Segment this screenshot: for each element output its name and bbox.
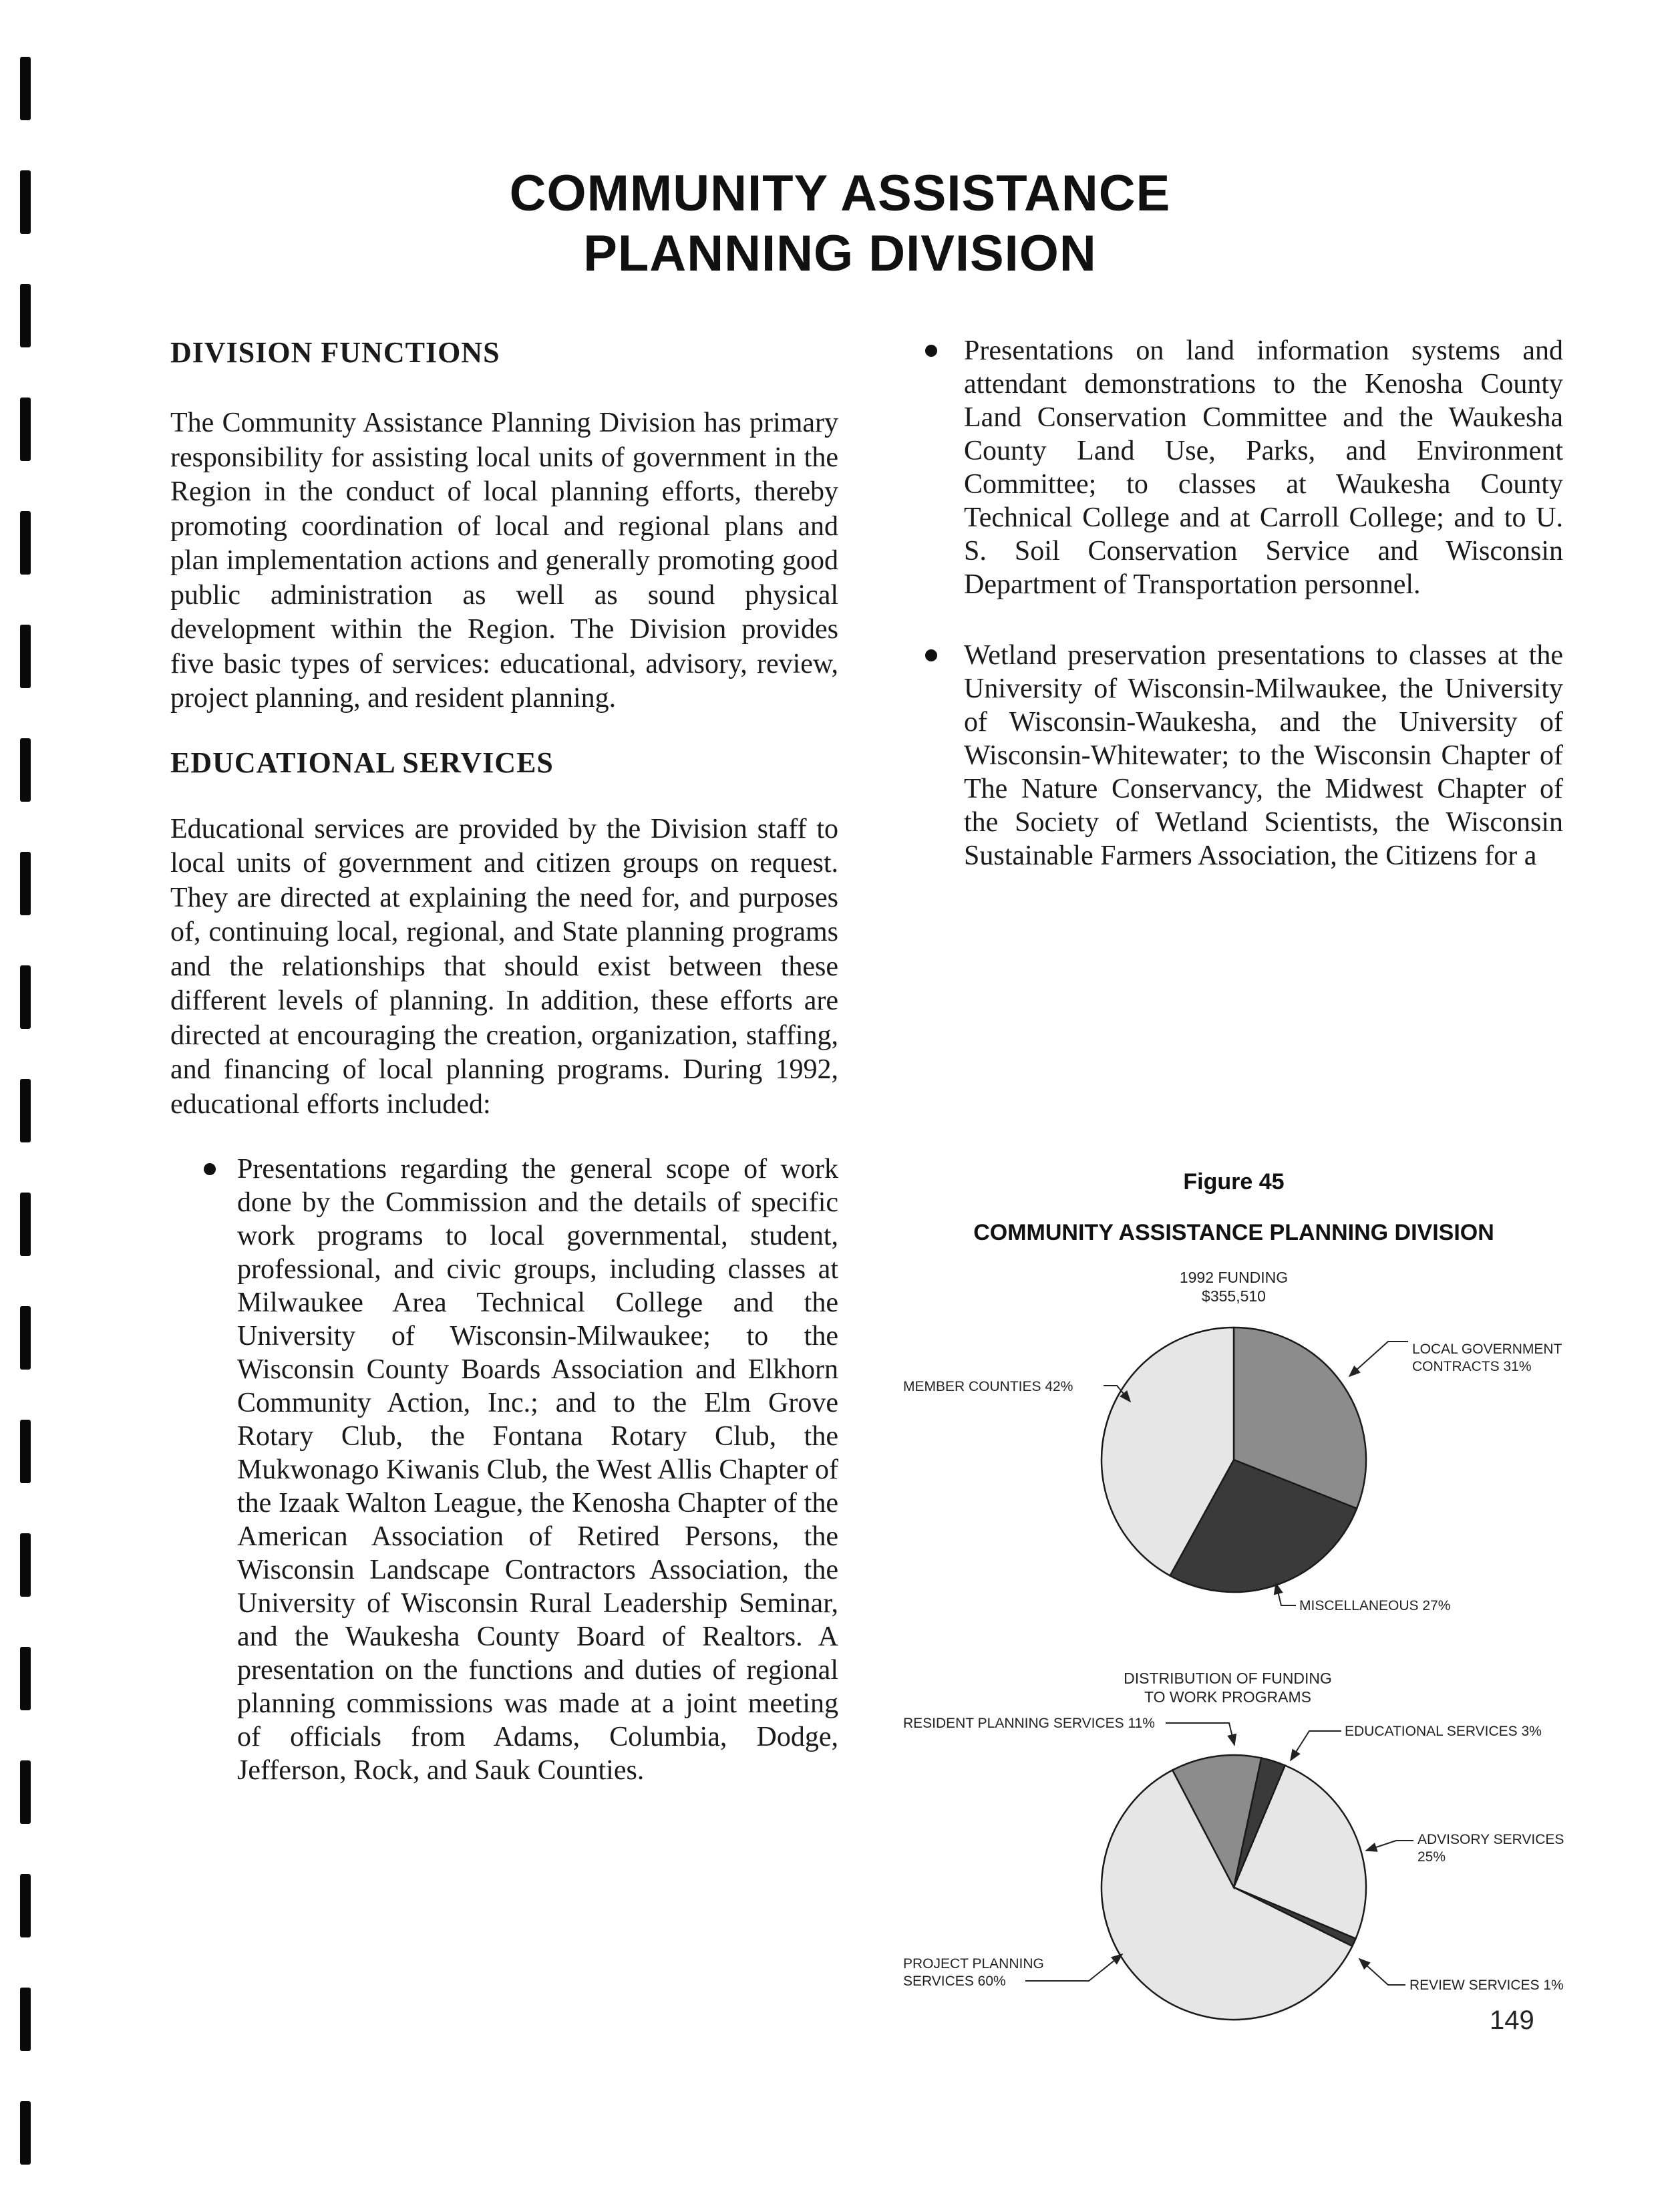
educational-services-heading: EDUCATIONAL SERVICES xyxy=(170,746,554,779)
funding-pie-slices xyxy=(1102,1327,1366,1592)
slice-label-local-government-line2: CONTRACTS 31% xyxy=(1412,1359,1532,1374)
bullet-icon xyxy=(204,1163,216,1175)
leader-line-educational-services xyxy=(1291,1731,1341,1760)
binder-hole xyxy=(20,852,31,915)
slice-label-educational-services: EDUCATIONAL SERVICES 3% xyxy=(1345,1724,1542,1739)
distribution-pie-slices xyxy=(1102,1755,1366,2020)
binder-hole xyxy=(20,965,31,1029)
binder-hole xyxy=(20,1533,31,1597)
page-title-line1: COMMUNITY ASSISTANCE xyxy=(509,165,1171,222)
leader-line-advisory xyxy=(1366,1841,1413,1851)
page-title-line2: PLANNING DIVISION xyxy=(583,225,1097,282)
slice-label-member-counties: MEMBER COUNTIES 42% xyxy=(903,1379,1073,1394)
binder-hole xyxy=(20,1874,31,1937)
leader-line-local-government xyxy=(1349,1342,1408,1376)
leader-line-miscellaneous xyxy=(1276,1583,1296,1605)
binder-hole xyxy=(20,1760,31,1824)
right-column xyxy=(925,334,1563,905)
list-item xyxy=(925,334,1563,601)
slice-label-project-line2: SERVICES 60% xyxy=(903,1974,1006,1989)
slice-label-local-government-line1: LOCAL GOVERNMENT xyxy=(1412,1342,1562,1357)
educational-efforts-list xyxy=(204,1152,838,1787)
slice-label-miscellaneous: MISCELLANEOUS 27% xyxy=(1299,1598,1451,1613)
binder-hole xyxy=(20,625,31,688)
figure-title: COMMUNITY ASSISTANCE PLANNING DIVISION xyxy=(973,1220,1494,1245)
page-number: 149 xyxy=(1490,2006,1534,2035)
funding-pie-chart xyxy=(903,1269,1562,1613)
bullet-text: Presentations regarding the general scope of work done by the Commission and the details of specific work programs to local governmental, student, professional, and civic groups, including classes at Milwaukee Area Technical College and the University of Wisconsin-Milwaukee; to the Wisconsin County Boards Association and Elkhorn Community Action, Inc.; and to the Elm Grove Rotary Club, the Fontana Rotary Club, the Mukwonago Kiwanis Club, the West Allis Chapter of the Izaak Walton League, the Kenosha Chapter of the American Association of Retired Persons, the Wisconsin Landscape Contractors Association, the University of Wisconsin Rural Leadership Seminar, and the Waukesha County Board of Realtors. A presentation on the functions and duties of regional planning commissions was made at a joint meeting of officials from Adams, Columbia, Dodge, Jefferson, Rock, and Sauk Counties. xyxy=(237,1154,838,1786)
division-functions-heading: DIVISION FUNCTIONS xyxy=(170,336,500,369)
figure-45 xyxy=(868,1149,1603,2031)
binder-hole xyxy=(20,1306,31,1370)
page-title xyxy=(0,164,1680,284)
binder-hole xyxy=(20,284,31,347)
funding-chart-title: 1992 FUNDING xyxy=(1179,1269,1289,1286)
educational-efforts-list-continued xyxy=(925,334,1563,873)
binder-hole xyxy=(20,511,31,575)
bullet-icon xyxy=(925,345,937,357)
division-functions-paragraph: The Community Assistance Planning Division has primary responsibility for assisting local units of government in the Region in the conduct of local planning efforts, thereby promoting coordination of local and regional plans and plan implementation actions and generally promoting good public administration as well as sound physical development within the Region. The Division provides five basic types of services: educational, advisory, review, project planning, and resident planning. xyxy=(170,408,838,714)
slice-label-review-services: REVIEW SERVICES 1% xyxy=(1409,1978,1564,1993)
binder-hole xyxy=(20,398,31,461)
list-item xyxy=(925,639,1563,873)
bullet-text: Wetland preservation presentations to classes at the University of Wisconsin-Milwaukee, the University of Wisconsin-Waukesha, and the University of Wisconsin-Whitewater; to the Wisconsin Chapter of The Nature Conservancy, the Midwest Chapter of the Society of Wetland Scientists, the Wisconsin Sustainable Farmers Association, the Citizens for a xyxy=(964,640,1563,871)
slice-label-resident-planning: RESIDENT PLANNING SERVICES 11% xyxy=(903,1716,1155,1731)
left-column xyxy=(170,334,838,1819)
bullet-text: Presentations on land information systems and attendant demonstrations to the Kenosha County Land Conservation Committee and the Waukesha County Land Use, Parks, and Environment Committee; to classes at Waukesha County Technical College and at Carroll College; and to U. S. Soil Conservation Service and Wisconsin Department of Transportation personnel. xyxy=(964,335,1563,600)
slice-label-advisory-line2: 25% xyxy=(1417,1849,1446,1865)
distribution-chart-title-line1: DISTRIBUTION OF FUNDING xyxy=(1124,1670,1332,1687)
binder-hole xyxy=(20,1420,31,1483)
binder-hole xyxy=(20,1988,31,2051)
binder-hole xyxy=(20,738,31,802)
binder-hole xyxy=(20,2101,31,2165)
funding-chart-subtitle: $355,510 xyxy=(1202,1287,1266,1305)
binder-hole xyxy=(20,1647,31,1710)
slice-label-project-line1: PROJECT PLANNING xyxy=(903,1956,1044,1972)
list-item xyxy=(204,1152,838,1787)
bullet-icon xyxy=(925,649,937,661)
distribution-pie-chart xyxy=(903,1670,1564,2020)
educational-services-paragraph: Educational services are provided by the Division staff to local units of government and citizen groups on request. They are directed at explaining the need for, and purposes of, continuing local, regional, and State planning programs and the relationships that should exist between these different levels of planning. In addition, these efforts are directed at encouraging the creation, organization, staffing, and financing of local planning programs. During 1992, educational efforts included: xyxy=(170,813,838,1120)
binder-hole xyxy=(20,1079,31,1142)
figure-label: Figure 45 xyxy=(1183,1169,1285,1195)
leader-line-review xyxy=(1359,1959,1405,1985)
binder-hole xyxy=(20,1193,31,1256)
slice-label-advisory-line1: ADVISORY SERVICES xyxy=(1417,1832,1564,1847)
leader-line-resident-planning xyxy=(1166,1723,1234,1745)
distribution-chart-title-line2: TO WORK PROGRAMS xyxy=(1144,1688,1312,1706)
binder-hole xyxy=(20,57,31,120)
